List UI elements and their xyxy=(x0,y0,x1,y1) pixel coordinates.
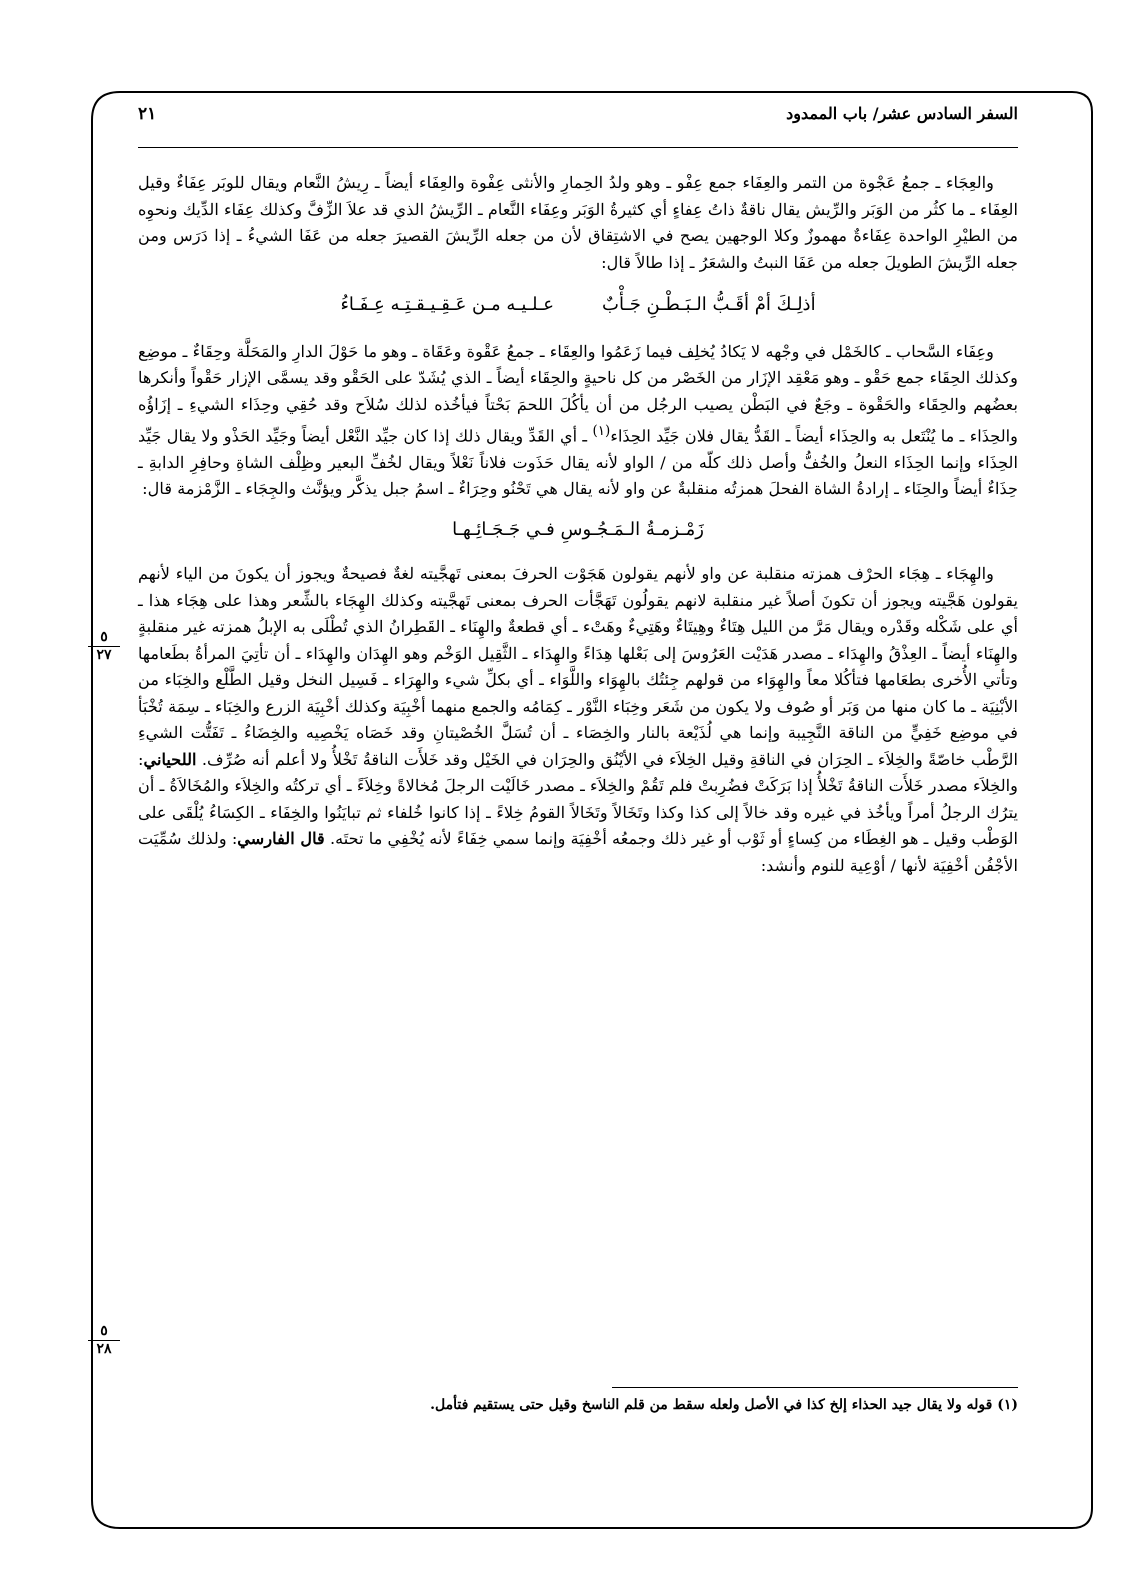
verse-1-first-hemistich: أذلِـكَ أمْ أقَـبُّ الـبَـطْـنِ جَـأْبٌ xyxy=(602,294,816,315)
verse-1 xyxy=(138,292,1018,319)
verse-2-text: زَمْـزمـةُ الـمَـجُـوسِ فـي جَـجَـائِـهـا xyxy=(452,518,704,540)
verse-2 xyxy=(138,517,1018,544)
footnote: (١) قوله ولا يقال جيد الحذاء إلخ كذا في الأصل ولعله سقط من قلم الناسخ وقيل حتى يستقيم فتأمل. xyxy=(430,1397,1018,1413)
footnote-reference: (١) xyxy=(592,423,611,439)
paragraph-2-text: وعِفَاء السَّحاب ـ كالخَمْل في وجْهه لا يَكادُ يُخلِف فيما زَعَمُوا والعِقَاء ـ جمعُ عَقْوة وعَقَاة ـ وهو ما حَوْلَ الدارِ والمَحَلَّة وحِقَاءٌ ـ موضِع وكذلك الحِقَاء جمع حَقْو ـ وهو مَعْقِد الإزَار من الخَصْر من كل ناحيةٍ والحِقَاء أيضاً ـ الذي يُشَدّ على الحَقْو وقد يسمَّى الإزار حَقْواً وأنكرها بعضُهم والحِقَاء والحَقْوة ـ وجَعٌ في البَطْن يصيب الرجُل من أن يأكُلَ اللحمَ بَحْتاً فيأخُذه لذلك سُلاَح وقد حُقِي وحِذَاء الشيءِ ـ إزَاؤُه والحِذَاء ـ ما يُنْتَعل به والحِذَاء أيضاً ـ القَدُّ يقال فلان جَيِّد الحِذَاء xyxy=(138,341,1019,446)
margin-note-1-bottom: ٢٧ xyxy=(96,647,112,663)
paragraph-2-continuation: ـ أي القَدِّ ويقال ذلك إذا كان جيِّد النَّعْل أيضاً وجَيِّد الحَذْو ولا يقال جَيِّد الحِذَاء وإنما الحِذَاء النعلُ والخُفُّ وأصل ذلك كلّه من / الواو لأنه يقال حَذَوت فلاناً نَعْلاً ويقال لخُفِّ البعير وظِلْف الشاةِ وحافِرِ الدابةِ ـ حِذَاءٌ أيضاً والحِنَاء ـ إرادةُ الشاة الفحلَ همزتُه منقلبةٌ عن واو لأنه يقال هي تَحْنُو وحِرَاءٌ ـ اسمُ جبل يذكَّر ويؤنَّث والجِجَاء ـ الزَّمْزمة قال: xyxy=(138,426,1018,499)
paragraph-3-text-c: : ولذلك سُمِّيَت الأجْفُن أخْفِيَة لأنها / أوْعِية للنوم وأنشد: xyxy=(138,829,1018,875)
paragraph-1: والعِجَاء ـ جمعُ عَجْوة من التمر والعِفَاء جمع عِفْو ـ وهو ولدُ الحِمارِ والأنثى عِفْوة والعِفَاء أيضاً ـ رِيشُ النَّعام ويقال للوبَر عِفَاءٌ وقيل العِفَاء ـ ما كثُر من الوَبَر والرِّيش يقال ناقةٌ ذاتُ عِفاءٍ أي كثيرةُ الوَبَر وعِفَاء النَّعام ـ الرِّيشُ الذي قد علاَ الزِّفَّ وكذلك عِفَاء الدِّيك ونحوِه من الطيْرِ الواحدة عِفَاءةٌ مهموزٌ وكلا الوجهين يصح في الاشتِقاق لأن من جعله الرِّيشَ القصيرَ جعله من عَفَا الشيءُ ـ إذا دَرَس ومن جعله الرِّيشَ الطويلَ جعله من عَفَا النبتُ والشعَرُ ـ إذا طالاً قال: xyxy=(138,173,1018,272)
paragraph-3-text-a: والهِجَاء ـ هِجَاء الحرْف همزته منقلبة عن واو لأنهم يقولون هَجَوْت الحرفَ بمعنى تَهجَّيته لغةٌ فصيحةٌ ويجوز أن يكونَ من الياء لأنهم يقولون هَجَّيته ويجوز أن تكونَ أصلاً غير منقلبة لانهم يقولُون تَهَجَّأت الحرف بمعنى تَهجَّيته وكذلك الهِجَاء بالشِّعر وهذا على هِجَاء هذا ـ أي على شَكْله وقَدْره ويقال مَرَّ من الليل هِتَاءٌ وهِيتَاءٌ وهَتِيءٌ وهَتْء ـ أي قطعةٌ والهِنَاء ـ القَطِرانُ الذي تُطْلَى به الإبلُ همزته غير منقلبةٍ والهِنَاء أيضاً ـ العِذْقُ والهِدَاء ـ مصدر هَدَيْت العَرُوسَ إلى بَعْلها هِدَاءً والهِدَاء ـ الثَّقِيل الوَخْم وهو الهِدَان والهِدَاء ـ أن تأتِيَ المرأةُ بطَعامها وتأتي الأُخرى بطعَامها فتأكُلا معاً والهِوَاء من قولهم جِئتُك بالهِوَاء واللَّوَاء ـ أي بكلِّ شيء والهِرَاء ـ فَسِيل النخل وقيل الطَّلْع والخِبَاء من الأبْنِيَة ـ ما كان منها من وَبَر أو صُوف ولا يكون من شَعَر وخِبَاء النَّوْر ـ كِمَامُه والجمع منهما أخْبِيَة وكذلك أخْبِيَة الزرع والخِبَاء ـ سِمَة تُخْبَأ في موضِع خَفِيٍّ من الناقة النَّجِيبة وإنما هي لُذَيْعة بالنار والخِصَاء ـ أن تُسَلَّ الخُصْيتانِ وقد خَصَاه يَخْصِيه والخِضَاءُ ـ تَفَتُّت الشيءِ الرَّطْب خاصّةً والخِلاَء ـ الحِرَان في الناقةِ وقيل الخِلاَء في الأيْنُق والحِرَان في الخَيْل وقد خَلأَت الناقةُ تَخْلأُ ولا أعلم أنه صُرِّف. xyxy=(138,564,1019,769)
margin-note-2-bottom: ٢٨ xyxy=(96,1341,112,1357)
page-number: ٢١ xyxy=(138,104,157,124)
running-title: السفر السادس عشر/ باب الممدود xyxy=(786,104,1018,123)
paragraph-2 xyxy=(138,339,1018,503)
main-text xyxy=(138,170,1018,879)
paragraph-3 xyxy=(138,561,1018,879)
footnote-rule xyxy=(612,1387,1018,1388)
paragraph-3-text-b: : والخِلاَء مصدر خَلأَت الناقةُ تَخْلأُ إذا بَرَكَتْ فضُرِبتْ فلم تَقُمْ والخِلاَء ـ مصدر خَالَيْت الرجلَ مُخالاةً وخِلاَءً ـ أي تركتُه والخِلاَء والمُخَالاَةُ ـ أن يترُك الرجلُ أمراً ويأخُذ في غيره وقد خالاً إلى كذا وكذا وتَخَالاً وتَخَالاً القومُ خِلاءً ـ إذا كانوا خُلفاء ثم تبايَنُوا والخِفَاء ـ الكِسَاءُ يُلْقَى على الوَطْب وقيل ـ هو الغِطَاء من كِساءٍ أو ثَوْب أو غير ذلك وجمعُه أخْفِيَة وإنما سمي خِفَاءً لأنه يُخْفِي ما تحتَه. xyxy=(138,749,1018,849)
paragraph-3-bold-quote: قال الفارسي xyxy=(237,829,325,849)
margin-note-1-top: ٥ xyxy=(100,629,108,645)
margin-note-1 xyxy=(84,630,124,663)
verse-1-second-hemistich: عـلـيـه مـن عَـقِـيـقـتِـه عِـفَـاءُ xyxy=(340,294,554,315)
margin-note-2-top: ٥ xyxy=(100,1323,108,1339)
margin-note-2 xyxy=(84,1324,124,1357)
running-header xyxy=(138,100,1018,130)
header-rule xyxy=(138,147,1018,148)
paragraph-3-bold-name: اللحياني xyxy=(143,749,197,769)
